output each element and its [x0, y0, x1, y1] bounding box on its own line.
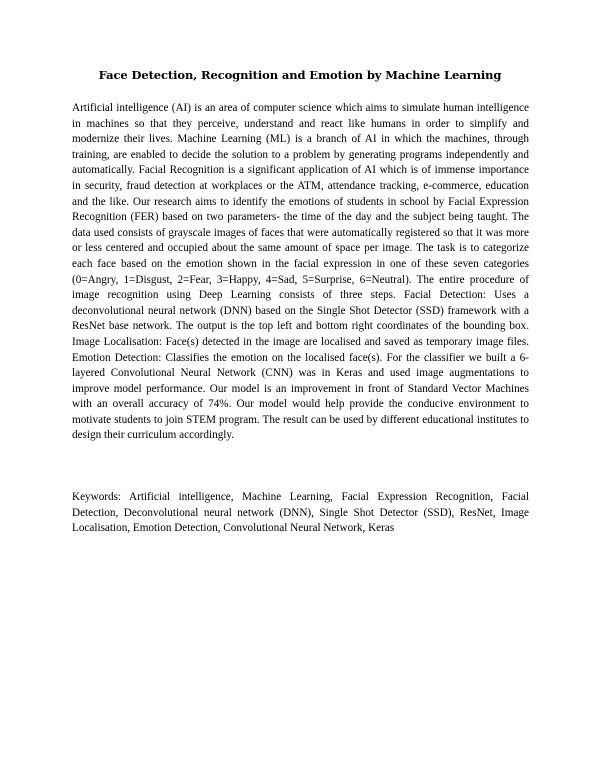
paper-title: Face Detection, Recognition and Emotion by Machine Learning — [98, 68, 502, 82]
keywords-paragraph: Keywords: Artificial intelligence, Machine Learning, Facial Expression Recognition, Facial Detection, Deconvolutional neural network (DNN), Single Shot Detector (SSD), ResNet, Image Localisation, Emotion Detection, Convolutional Neural Network, Keras — [72, 491, 529, 535]
abstract-paragraph: Artificial intelligence (AI) is an area of computer science which aims to simulate human intelligence in machines so that they perceive, understand and react like humans in order to simplify and modernize their lives. Machine Learning (ML) is a branch of AI in which the machines, through training, are enabled to decide the solution to a problem by generating programs independently and automatically. Facial Recognition is a significant application of AI which is of immense importance in security, fraud detection at workplaces or the ATM, attendance tracking, e-commerce, education and the like. Our research aims to identify the emotions of students in school by Facial Expression Recognition (FER) based on two parameters- the time of the day and the subject being taught. The data used consists of grayscale images of faces that were automatically registered so that it was more or less centered and occupied about the same amount of space per image. The task is to categorize each face based on the emotion shown in the facial expression in one of these seven categories (0=Angry, 1=Disgust, 2=Fear, 3=Happy, 4=Sad, 5=Surprise, 6=Neutral). The entire procedure of image recognition using Deep Learning consists of three steps. Facial Detection: Uses a deconvolutional neural network (DNN) based on the Single Shot Detector (SSD) framework with a ResNet base network. The output is the top left and bottom right coordinates of the bounding box. Image Localisation: Face(s) detected in the image are localised and saved as temporary image files. Emotion Detection: Classifies the emotion on the localised face(s). For the classifier we built a 6-layered Convolutional Neural Network (CNN) was in Keras and used image augmentations to improve model performance. Our model is an improvement in front of Standard Vector Machines with an overall accuracy of 74%. Our model would help provide the conducive environment to motivate students to join STEM program. The result can be used by different educational institutes to design their curriculum accordingly. — [72, 102, 529, 442]
